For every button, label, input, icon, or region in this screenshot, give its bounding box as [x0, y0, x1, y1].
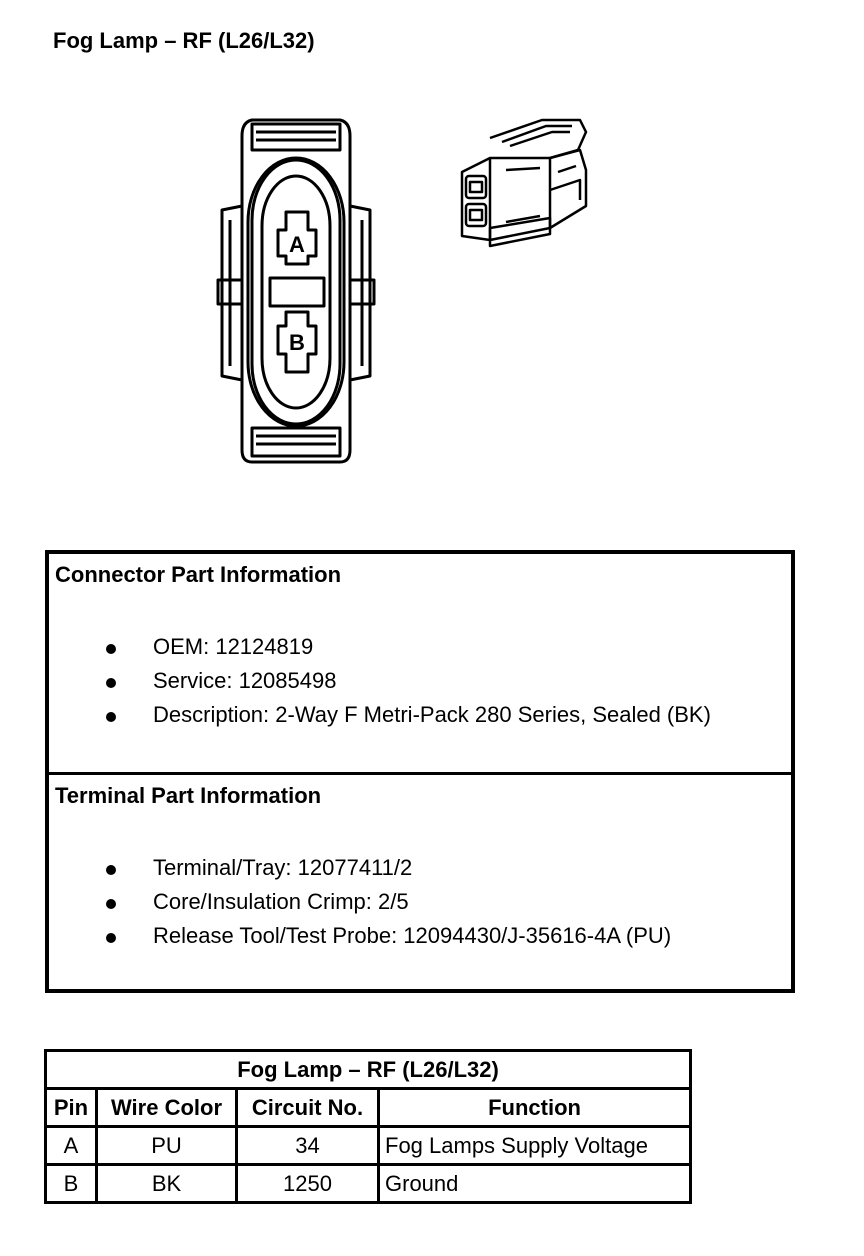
connector-info-heading: Connector Part Information	[55, 562, 342, 587]
table-row	[46, 1165, 691, 1203]
table-title: Fog Lamp – RF (L26/L32)	[46, 1051, 691, 1089]
cell-wire-color: BK	[97, 1165, 237, 1203]
header-pin: Pin	[46, 1089, 97, 1127]
page-title: Fog Lamp – RF (L26/L32)	[53, 28, 315, 53]
list-item-text: Service: 12085498	[153, 668, 337, 693]
header-function: Function	[379, 1089, 691, 1127]
terminal-info-heading: Terminal Part Information	[55, 783, 322, 808]
bullet-icon	[106, 899, 116, 909]
list-item	[49, 855, 791, 889]
list-item	[49, 702, 791, 736]
pin-label-b: B	[289, 330, 305, 355]
header-circuit-no: Circuit No.	[237, 1089, 379, 1127]
list-item-text: Terminal/Tray: 12077411/2	[153, 855, 413, 880]
bullet-icon	[106, 678, 116, 688]
bullet-icon	[106, 865, 116, 875]
cell-circuit-no: 34	[237, 1127, 379, 1165]
terminal-info-list	[49, 855, 791, 957]
list-item	[49, 668, 791, 702]
cell-function: Fog Lamps Supply Voltage	[379, 1127, 691, 1165]
table-title-row	[46, 1051, 691, 1089]
list-item	[49, 634, 791, 668]
part-info-box	[45, 550, 795, 993]
cell-pin: B	[46, 1165, 97, 1203]
list-item-text: Release Tool/Test Probe: 12094430/J-35616-4A (PU)	[153, 923, 672, 948]
list-item	[49, 923, 791, 957]
header-wire-color: Wire Color	[97, 1089, 237, 1127]
list-item-text: Core/Insulation Crimp: 2/5	[153, 889, 409, 914]
list-item	[49, 889, 791, 923]
bullet-icon	[106, 644, 116, 654]
bullet-icon	[106, 933, 116, 943]
table-header-row	[46, 1089, 691, 1127]
cell-wire-color: PU	[97, 1127, 237, 1165]
bullet-icon	[106, 712, 116, 722]
table-row	[46, 1127, 691, 1165]
connector-info-list	[49, 634, 791, 736]
cell-function: Ground	[379, 1165, 691, 1203]
list-item-text: Description: 2-Way F Metri-Pack 280 Series, Sealed (BK)	[153, 702, 711, 727]
cell-circuit-no: 1250	[237, 1165, 379, 1203]
pinout-table	[44, 1049, 692, 1204]
cell-pin: A	[46, 1127, 97, 1165]
connector-side-view	[450, 110, 600, 260]
pin-label-a: A	[289, 232, 305, 257]
connector-front-view	[200, 110, 380, 470]
terminal-part-info	[49, 775, 791, 989]
connector-part-info	[49, 554, 791, 775]
list-item-text: OEM: 12124819	[153, 634, 314, 659]
